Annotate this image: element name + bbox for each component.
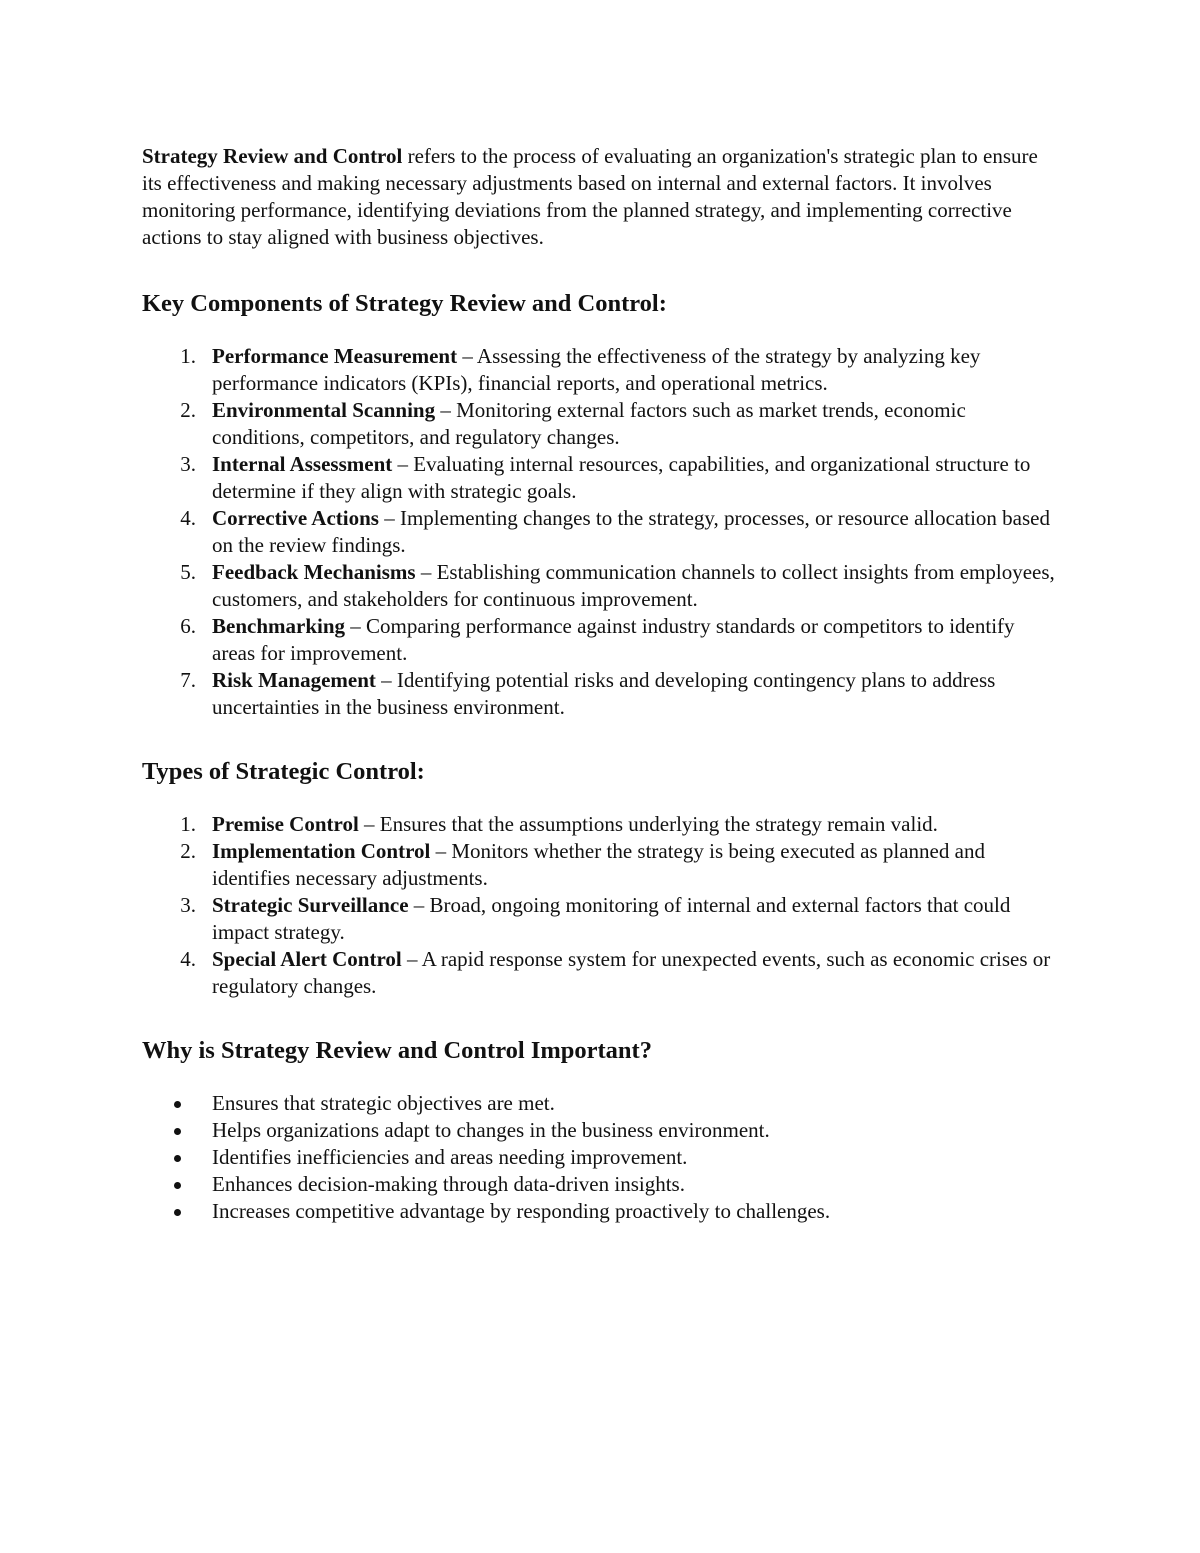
item-description: – Monitors whether the strategy is being executed as planned and identifies necessary adjustments. — [212, 839, 985, 890]
bullet-text: Helps organizations adapt to changes in the business environment. — [212, 1118, 770, 1142]
item-term: Strategic Surveillance — [212, 893, 409, 917]
list-item — [142, 811, 1062, 838]
list-number: 6. — [180, 614, 196, 638]
bullet-icon — [174, 1155, 181, 1162]
item-description: – Identifying potential risks and developing contingency plans to address uncertainties in the business environment. — [212, 668, 996, 719]
bullet-icon — [174, 1101, 181, 1108]
list-item — [142, 451, 1062, 505]
intro-term: Strategy Review and Control — [142, 144, 403, 168]
list-number: 3. — [180, 893, 196, 917]
list-number: 7. — [180, 668, 196, 692]
bullet-text: Identifies inefficiencies and areas needing improvement. — [212, 1145, 688, 1169]
item-term: Risk Management — [212, 668, 376, 692]
item-term: Performance Measurement — [212, 344, 458, 368]
item-description: – Implementing changes to the strategy, processes, or resource allocation based on the review findings. — [212, 506, 1050, 557]
document-page — [142, 143, 1062, 1225]
list-item — [142, 667, 1062, 721]
item-description: – Evaluating internal resources, capabilities, and organizational structure to determine if they align with strategic goals. — [212, 452, 1031, 503]
types-list — [142, 811, 1062, 1000]
list-item — [142, 343, 1062, 397]
list-item — [142, 397, 1062, 451]
list-item — [142, 613, 1062, 667]
item-description: – Broad, ongoing monitoring of internal and external factors that could impact strategy. — [212, 893, 1011, 944]
list-item — [142, 892, 1062, 946]
bullet-text: Ensures that strategic objectives are met. — [212, 1091, 555, 1115]
item-term: Special Alert Control — [212, 947, 402, 971]
bullet-item — [142, 1117, 1062, 1144]
item-description: – Assessing the effectiveness of the strategy by analyzing key performance indicators (KPIs), financial reports, and operational metrics. — [212, 344, 981, 395]
item-description: – Monitoring external factors such as market trends, economic conditions, competitors, and regulatory changes. — [212, 398, 966, 449]
item-term: Internal Assessment — [212, 452, 393, 476]
item-term: Premise Control — [212, 812, 359, 836]
item-term: Feedback Mechanisms — [212, 560, 416, 584]
item-term: Benchmarking — [212, 614, 346, 638]
list-number: 1. — [180, 812, 196, 836]
bullet-icon — [174, 1128, 181, 1135]
item-description: – Ensures that the assumptions underlying the strategy remain valid. — [358, 812, 938, 836]
list-number: 4. — [180, 506, 196, 530]
list-number: 4. — [180, 947, 196, 971]
key-components-heading: Key Components of Strategy Review and Control: — [142, 290, 667, 317]
list-item — [142, 838, 1062, 892]
list-number: 5. — [180, 560, 196, 584]
bullet-item — [142, 1090, 1062, 1117]
bullet-icon — [174, 1182, 181, 1189]
item-term: Implementation Control — [212, 839, 431, 863]
key-components-list — [142, 343, 1062, 721]
item-description: – Establishing communication channels to collect insights from employees, customers, and stakeholders for continuous improvement. — [212, 560, 1055, 611]
intro-paragraph — [142, 143, 1062, 251]
bullet-item — [142, 1144, 1062, 1171]
bullet-item — [142, 1171, 1062, 1198]
list-number: 2. — [180, 398, 196, 422]
item-description: – Comparing performance against industry standards or competitors to identify areas for improvement. — [212, 614, 1015, 665]
item-term: Environmental Scanning — [212, 398, 436, 422]
types-heading: Types of Strategic Control: — [142, 758, 425, 785]
list-item — [142, 946, 1062, 1000]
item-description: – A rapid response system for unexpected events, such as economic crises or regulatory changes. — [212, 947, 1051, 998]
bullet-icon — [174, 1209, 181, 1216]
list-item — [142, 559, 1062, 613]
bullet-item — [142, 1198, 1062, 1225]
why-list — [142, 1090, 1062, 1225]
item-term: Corrective Actions — [212, 506, 379, 530]
list-number: 1. — [180, 344, 196, 368]
list-number: 3. — [180, 452, 196, 476]
list-item — [142, 505, 1062, 559]
list-number: 2. — [180, 839, 196, 863]
bullet-text: Enhances decision-making through data-driven insights. — [212, 1172, 685, 1196]
intro-text: refers to the process of evaluating an organization's strategic plan to ensure its effectiveness and making necessary adjustments based on internal and external factors. It involves monitoring performance, identifying deviations from the planned strategy, and implementing corrective actions to stay aligned with business objectives. — [142, 144, 1038, 249]
why-heading: Why is Strategy Review and Control Important? — [142, 1037, 652, 1064]
bullet-text: Increases competitive advantage by responding proactively to challenges. — [212, 1199, 831, 1223]
